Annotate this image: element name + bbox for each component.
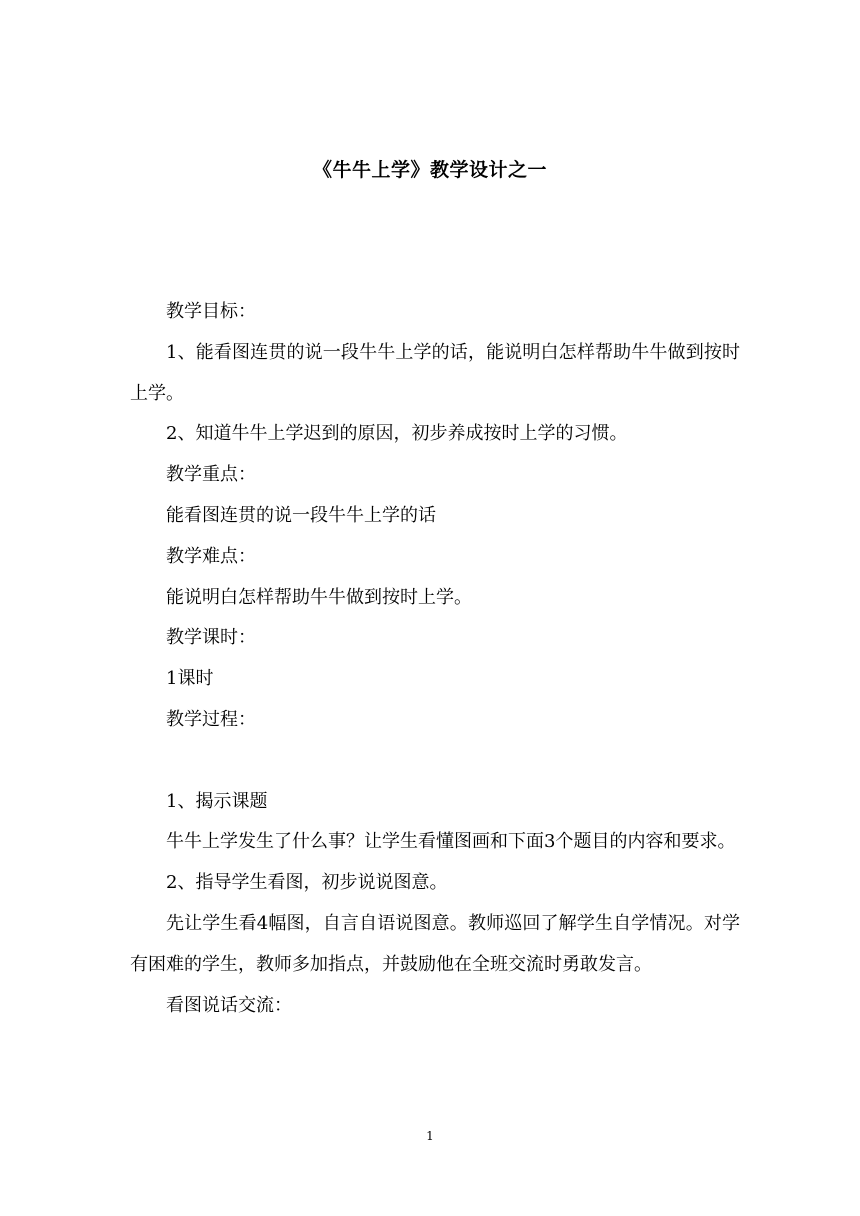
- periods-text: 1课时: [166, 668, 214, 690]
- process-step-2-text: 先让学生看4幅图，自言自语说图意。教师巡回了解学生自学情况。对学有困难的学生，教师多加指点，并鼓励他在全班交流时勇敢发言。: [130, 912, 740, 975]
- document-body: [130, 292, 740, 1026]
- process-step-1-heading: 1、揭示课题: [166, 790, 268, 812]
- section-heading-process: 教学过程：: [166, 708, 256, 730]
- objective-item-2: 2、知道牛牛上学迟到的原因，初步养成按时上学的习惯。: [166, 423, 628, 445]
- section-heading-key-points: 教学重点：: [166, 464, 256, 486]
- process-step-2-exchange: 看图说话交流：: [166, 994, 292, 1016]
- objective-item-1: 1、能看图连贯的说一段牛牛上学的话，能说明白怎样帮助牛牛做到按时上学。: [130, 341, 740, 404]
- process-step-2-heading: 2、指导学生看图，初步说说图意。: [166, 872, 448, 894]
- document-title: 《牛牛上学》教学设计之一: [312, 159, 547, 181]
- page-number: 1: [426, 1129, 434, 1143]
- process-step-1-text: 牛牛上学发生了什么事？让学生看懂图画和下面3个题目的内容和要求。: [166, 831, 736, 853]
- section-heading-difficulties: 教学难点：: [166, 545, 256, 567]
- section-heading-objectives: 教学目标：: [166, 301, 256, 322]
- key-point-text: 能看图连贯的说一段牛牛上学的话: [166, 504, 436, 526]
- blank-line: [130, 741, 740, 782]
- difficulty-text: 能说明白怎样帮助牛牛做到按时上学。: [166, 586, 472, 608]
- section-heading-periods: 教学课时：: [166, 627, 256, 649]
